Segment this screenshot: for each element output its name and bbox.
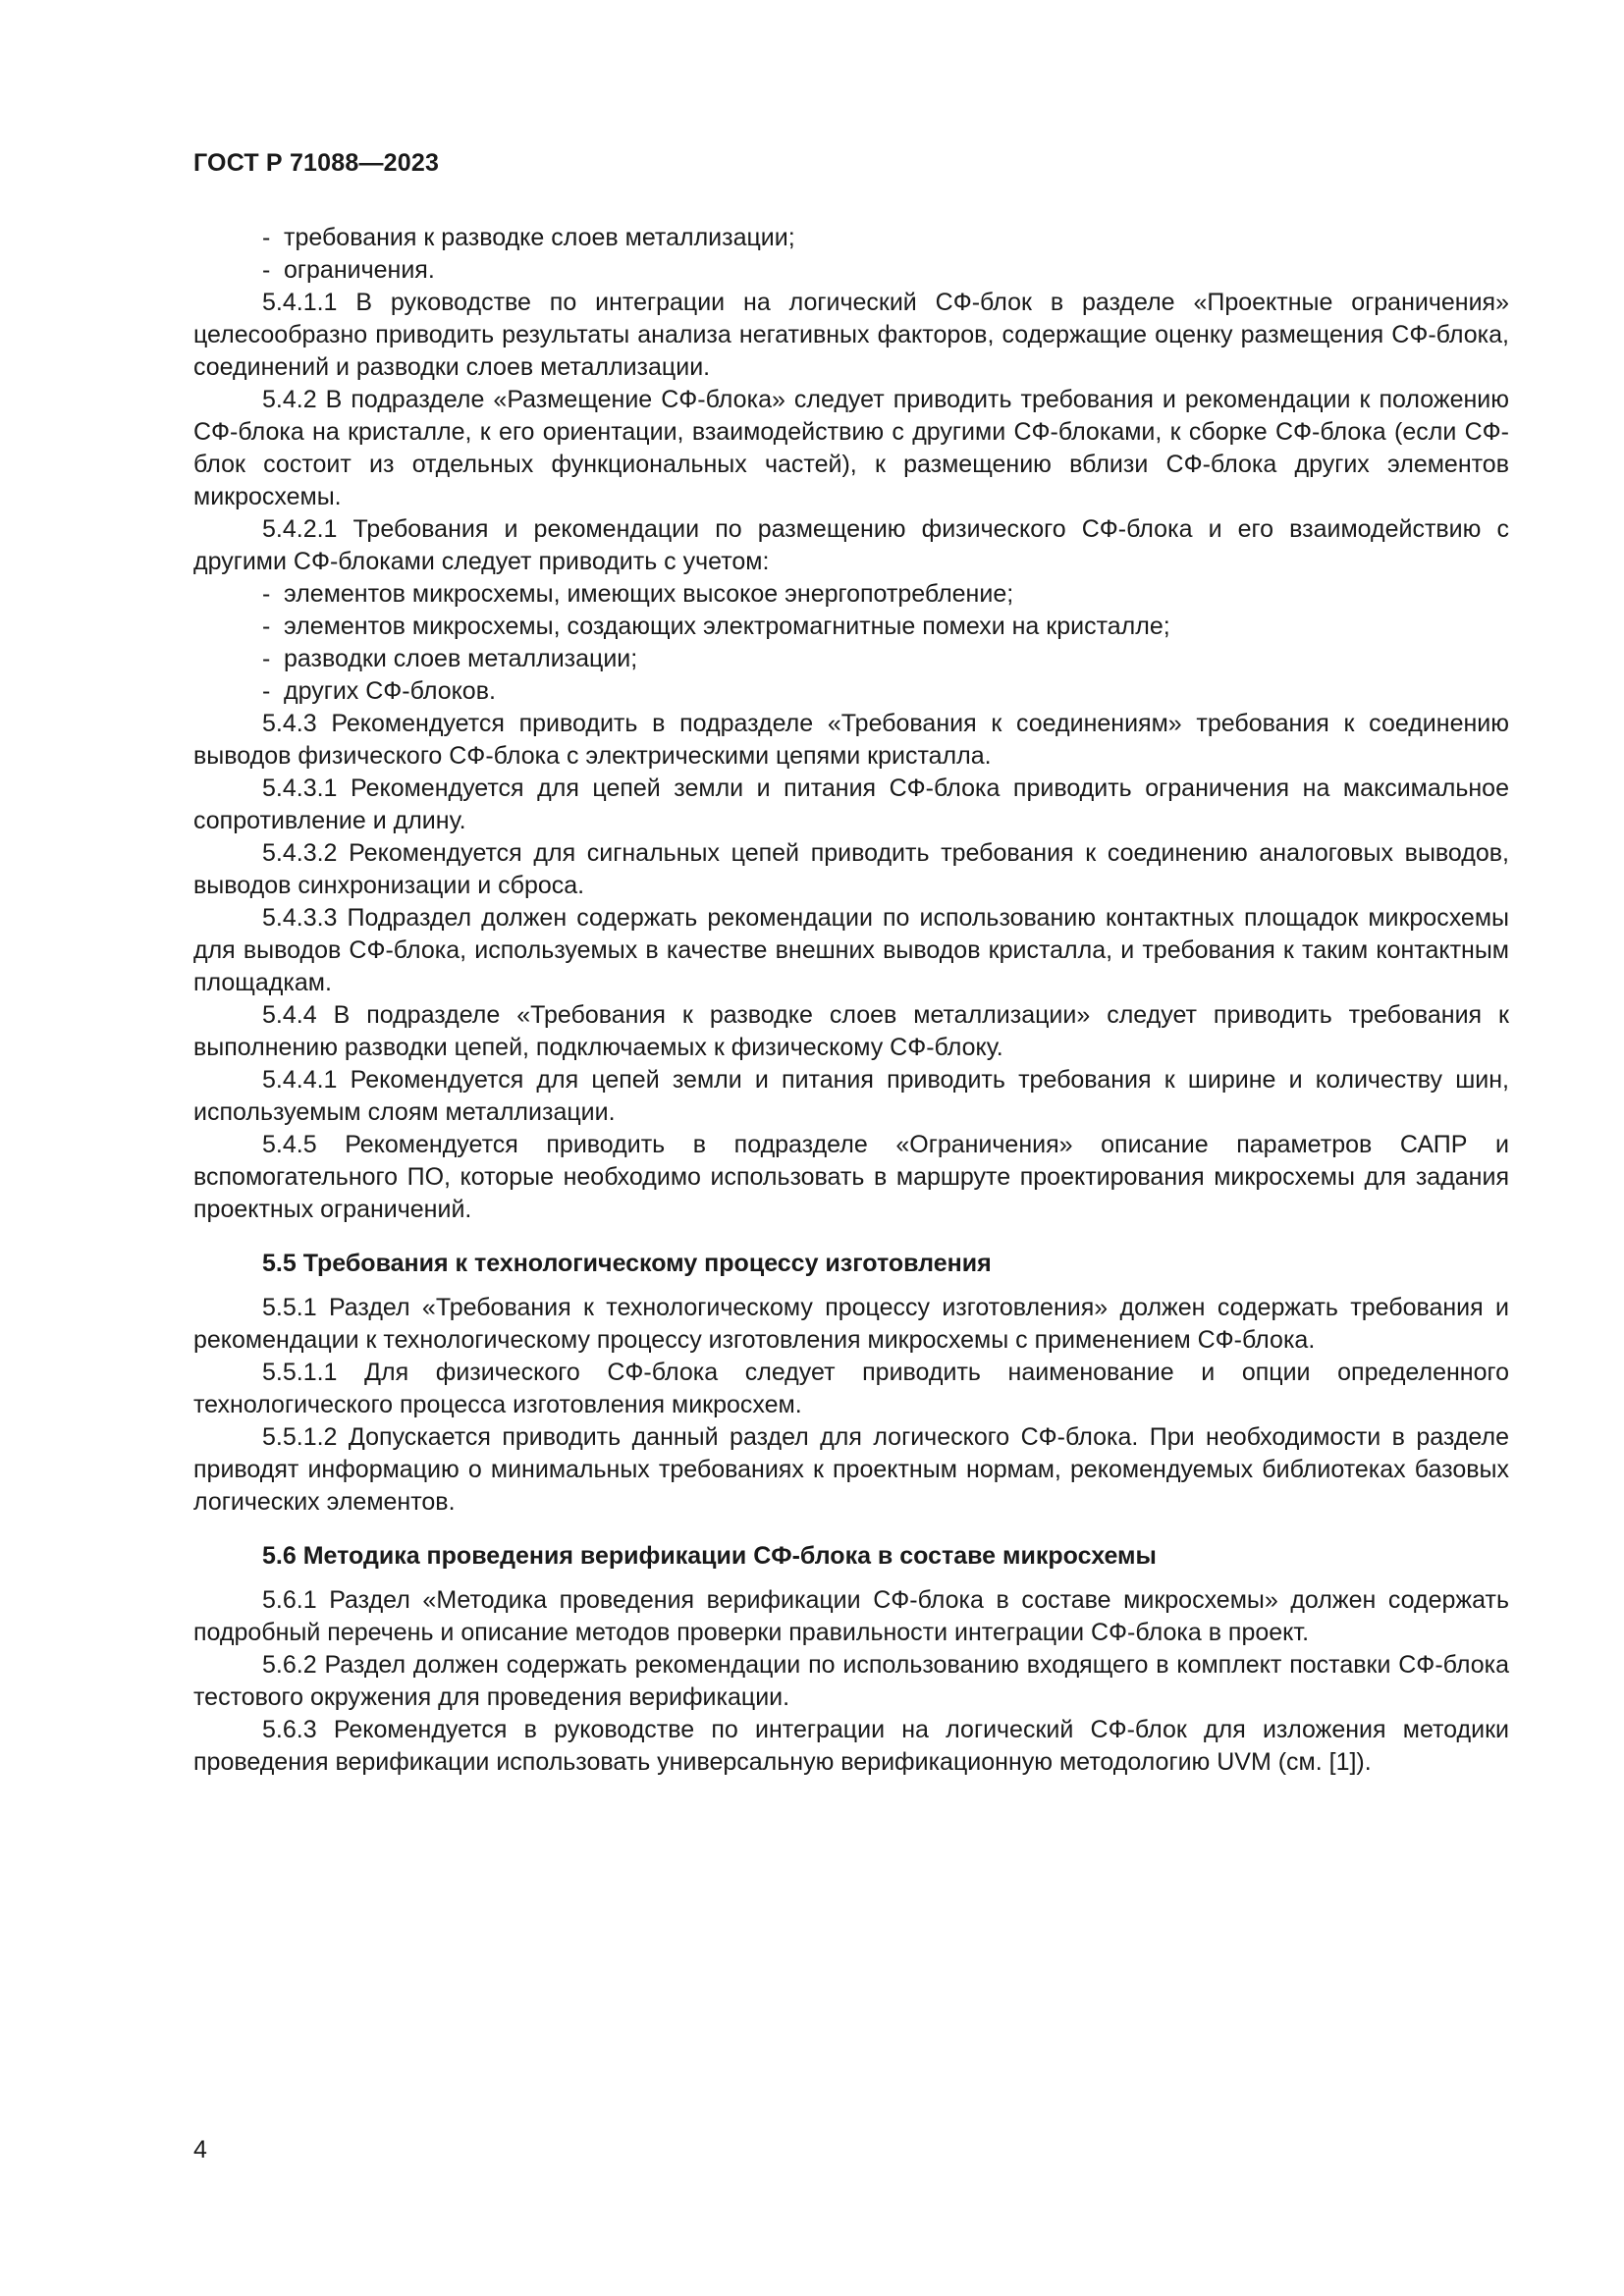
paragraph-5-5-1: 5.5.1 Раздел «Требования к технологическому процессу изготовления» должен содержать требования и рекомендации к технологическому процессу изготовления микросхемы с применением СФ-блока. (193, 1294, 1509, 1354)
paragraph-5-4-3-3: 5.4.3.3 Подраздел должен содержать рекомендации по использованию контактных площадок микросхемы для выводов СФ-блока, используемых в качестве внешних выводов кристалла, и требования к таким контактным площадкам. (193, 904, 1509, 996)
paragraph-5-4-5: 5.4.5 Рекомендуется приводить в подразделе «Ограничения» описание параметров САПР и вспомогательного ПО, которые необходимо использовать в маршруте проектирования микросхемы для задания проектных ограничений. (193, 1131, 1509, 1223)
list-item: - требования к разводке слоев металлизации; (262, 224, 795, 251)
section-heading-5-6: 5.6 Методика проведения верификации СФ-блока в составе микросхемы (262, 1542, 1157, 1570)
paragraph-5-4-1-1: 5.4.1.1 В руководстве по интеграции на логический СФ-блок в разделе «Проектные ограничения» целесообразно приводить результаты анализа негативных факторов, содержащие оценку размещения СФ-блока, соединений и разводки слоев металлизации. (193, 289, 1509, 381)
paragraph-5-5-1-1: 5.5.1.1 Для физического СФ-блока следует приводить наименование и опции определенного технологического процесса изготовления микросхем. (193, 1359, 1509, 1418)
page-number: 4 (193, 2136, 207, 2163)
paragraph-5-4-3: 5.4.3 Рекомендуется приводить в подразделе «Требования к соединениям» требования к соединению выводов физического СФ-блока с электрическими цепями кристалла. (193, 710, 1509, 770)
paragraph-5-4-4-1: 5.4.4.1 Рекомендуется для цепей земли и питания приводить требования к ширине и количеству шин, используемым слоям металлизации. (193, 1066, 1509, 1126)
list-item: - ограничения. (262, 256, 435, 284)
paragraph-5-4-2-1: 5.4.2.1 Требования и рекомендации по размещению физического СФ-блока и его взаимодействию с другими СФ-блоками следует приводить с учетом: (193, 515, 1509, 575)
paragraph-5-4-4: 5.4.4 В подразделе «Требования к разводке слоев металлизации» следует приводить требования к выполнению разводки цепей, подключаемых к физическому СФ-блоку. (193, 1001, 1509, 1061)
list-item: - разводки слоев металлизации; (262, 645, 638, 672)
section-heading-5-5: 5.5 Требования к технологическому процессу изготовления (262, 1250, 992, 1277)
list-item: - элементов микросхемы, создающих электромагнитные помехи на кристалле; (262, 613, 1170, 640)
paragraph-5-6-1: 5.6.1 Раздел «Методика проведения верификации СФ-блока в составе микросхемы» должен содержать подробный перечень и описание методов проверки правильности интеграции СФ-блока в проект. (193, 1586, 1509, 1646)
paragraph-5-5-1-2: 5.5.1.2 Допускается приводить данный раздел для логического СФ-блока. При необходимости в разделе приводят информацию о минимальных требованиях к проектным нормам, рекомендуемых библиотеках базовых логических элементов. (193, 1423, 1509, 1516)
paragraph-5-4-3-1: 5.4.3.1 Рекомендуется для цепей земли и питания СФ-блока приводить ограничения на максимальное сопротивление и длину. (193, 774, 1509, 834)
paragraph-5-6-2: 5.6.2 Раздел должен содержать рекомендации по использованию входящего в комплект поставки СФ-блока тестового окружения для проведения верификации. (193, 1651, 1509, 1711)
list-item: - других СФ-блоков. (262, 677, 496, 705)
paragraph-5-6-3: 5.6.3 Рекомендуется в руководстве по интеграции на логический СФ-блок для изложения методики проведения верификации использовать универсальную верификационную методологию UVM (см. [1]). (193, 1716, 1509, 1776)
document-code-header: ГОСТ Р 71088—2023 (193, 149, 440, 177)
list-item: - элементов микросхемы, имеющих высокое энергопотребление; (262, 580, 1014, 608)
paragraph-5-4-3-2: 5.4.3.2 Рекомендуется для сигнальных цепей приводить требования к соединению аналоговых выводов, выводов синхронизации и сброса. (193, 839, 1509, 899)
paragraph-5-4-2: 5.4.2 В подразделе «Размещение СФ-блока» следует приводить требования и рекомендации к положению СФ-блока на кристалле, к его ориентации, взаимодействию с другими СФ-блоками, к сборке СФ-блока (если СФ-блок состоит из отдельных функциональных частей), к размещению вблизи СФ-блока других элементов микросхемы. (193, 386, 1509, 510)
document-body (193, 222, 1509, 1779)
